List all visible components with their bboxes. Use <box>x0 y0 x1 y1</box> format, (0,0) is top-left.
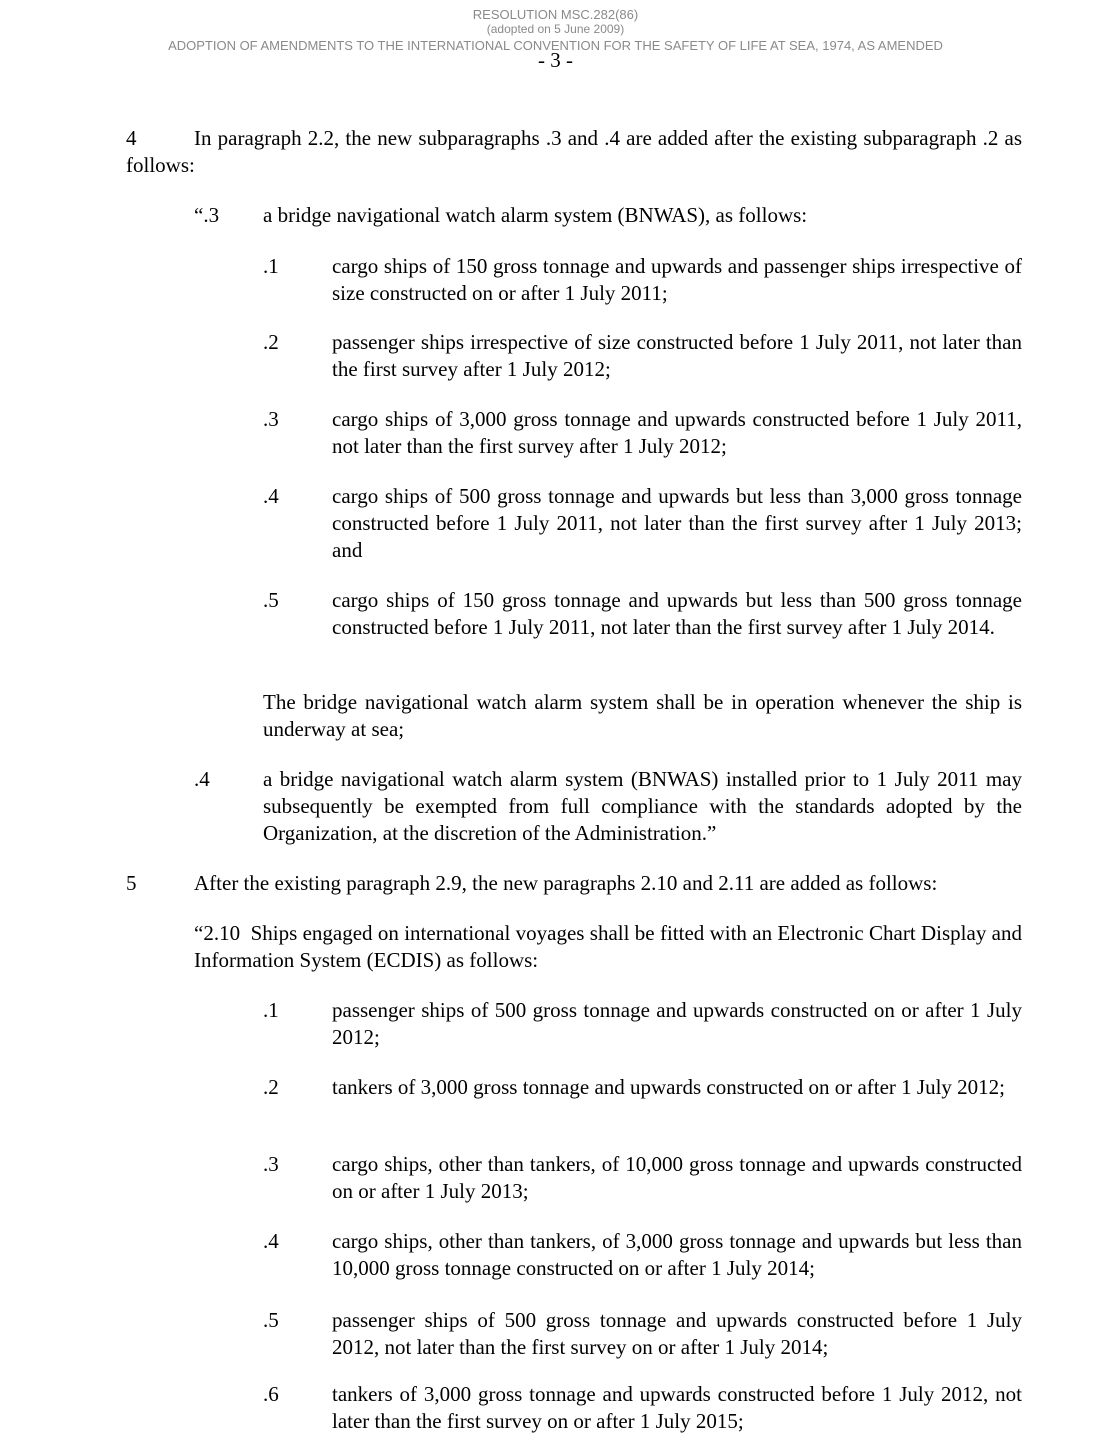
ecdis-item-text: cargo ships, other than tankers, of 3,000 gross tonnage and upwards but less than 10,000 gross tonnage constructed on or after 1 July 2014; <box>332 1229 1022 1280</box>
bnwas-item-text: cargo ships of 150 gross tonnage and upwards but less than 500 gross tonnage constructed before 1 July 2011, not later than the first survey after 1 July 2014. <box>332 588 1022 639</box>
sub-4-label: .4 <box>194 767 210 791</box>
sub-3-text: a bridge navigational watch alarm system (BNWAS), as follows: <box>263 203 808 227</box>
bnwas-item-text: cargo ships of 3,000 gross tonnage and upwards constructed before 1 July 2011, not later than the first survey after 1 July 2012; <box>332 407 1022 458</box>
ecdis-item-text: cargo ships, other than tankers, of 10,000 gross tonnage and upwards constructed on or after 1 July 2013; <box>332 1152 1022 1203</box>
item-5-number: 5 <box>126 871 137 895</box>
ecdis-item-text: passenger ships of 500 gross tonnage and upwards constructed on or after 1 July 2012; <box>332 998 1022 1049</box>
ecdis-item-label: .5 <box>263 1308 279 1332</box>
header-document-title: ADOPTION OF AMENDMENTS TO THE INTERNATIONAL CONVENTION FOR THE SAFETY OF LIFE AT SEA, 1974, AS AMENDED <box>168 38 943 53</box>
bnwas-item-label: .5 <box>263 588 279 612</box>
ecdis-item-text: tankers of 3,000 gross tonnage and upwards constructed before 1 July 2012, not later than the first survey on or after 1 July 2015; <box>332 1382 1022 1433</box>
bnwas-item-label: .4 <box>263 484 279 508</box>
ecdis-item-label: .4 <box>263 1229 279 1253</box>
bnwas-item-label: .1 <box>263 254 279 278</box>
page-number: - 3 - <box>538 48 573 72</box>
ecdis-item-label: .2 <box>263 1075 279 1099</box>
paragraph-2-10-text: “2.10 Ships engaged on international voyages shall be fitted with an Electronic Chart Display and Information System (ECDIS) as follows: <box>194 921 1022 972</box>
bnwas-item-text: passenger ships irrespective of size constructed before 1 July 2011, not later than the first survey after 1 July 2012; <box>332 330 1022 381</box>
ecdis-item-label: .1 <box>263 998 279 1022</box>
ecdis-item-text: tankers of 3,000 gross tonnage and upwards constructed on or after 1 July 2012; <box>332 1075 1006 1099</box>
header-adoption-date: (adopted on 5 June 2009) <box>486 22 625 36</box>
item-5-text: After the existing paragraph 2.9, the new paragraphs 2.10 and 2.11 are added as follows: <box>194 871 938 895</box>
bnwas-item-text: cargo ships of 500 gross tonnage and upwards but less than 3,000 gross tonnage constructed before 1 July 2011, not later than the first survey after 1 July 2013; and <box>332 484 1022 562</box>
item-4-number: 4 <box>126 126 137 150</box>
ecdis-item-text: passenger ships of 500 gross tonnage and upwards constructed before 1 July 2012, not later than the first survey on or after 1 July 2014; <box>332 1308 1022 1359</box>
header-resolution-title: RESOLUTION MSC.282(86) <box>472 7 639 22</box>
bnwas-item-label: .3 <box>263 407 279 431</box>
sub-3-label: “.3 <box>194 203 220 227</box>
item-4-text: In paragraph 2.2, the new subparagraphs .3 and .4 are added after the existing subparagraph .2 as follows: <box>126 126 1022 177</box>
ecdis-item-label: .3 <box>263 1152 279 1176</box>
bnwas-item-label: .2 <box>263 330 279 354</box>
bnwas-closing-text: The bridge navigational watch alarm system shall be in operation whenever the ship is underway at sea; <box>263 690 1022 741</box>
ecdis-item-label: .6 <box>263 1382 279 1406</box>
sub-4-text: a bridge navigational watch alarm system (BNWAS) installed prior to 1 July 2011 may subsequently be exempted from full compliance with the standards adopted by the Organization, at the discretion of the Administration.” <box>263 767 1022 845</box>
bnwas-item-text: cargo ships of 150 gross tonnage and upwards and passenger ships irrespective of size constructed on or after 1 July 2011; <box>332 254 1022 305</box>
